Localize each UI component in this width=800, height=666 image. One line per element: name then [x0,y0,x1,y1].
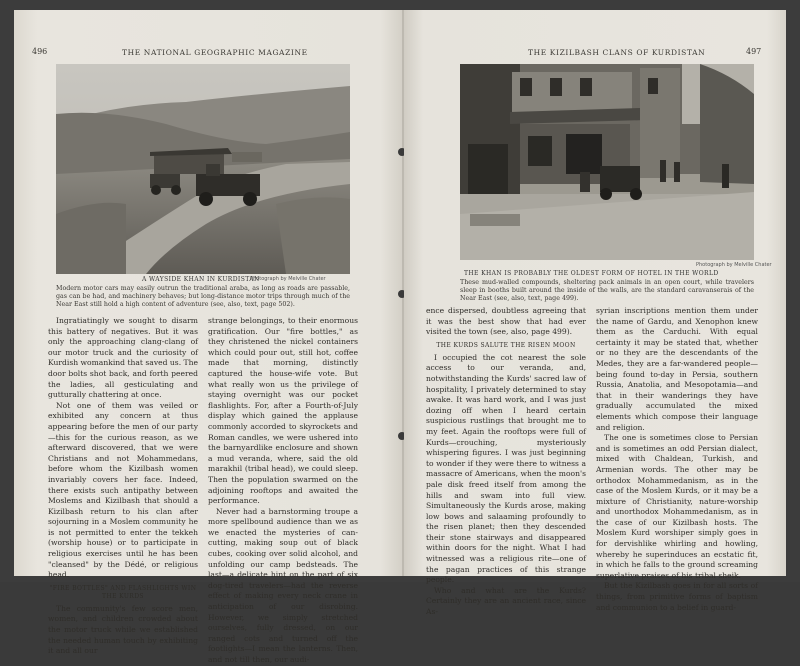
paragraph: The one is sometimes close to Persian and is sometimes an odd Persian dialect, mixed with Chaldean, Turkish, and Armenian words. The other may be orthodox Mohammedanism, as in the case of the Moslem Kurds, or it may be a mixture of Christianity, nature-worship and unorthodox Mohammedanism, as in the case of our Kizilbash hosts. The Moslem Kurd worshiper simply goes in for dervishlike whirling and howling, whereby he superinduces an ecstatic fit, in which he falls to the ground screaming superlative praises of his tribal sheik. [596,433,758,580]
section-heading: "FIRE BOTTLES" AND FLASHLIGHTS WIN THE KURDS [49,584,197,600]
paragraph: strange belongings, to their enormous gratification. Our "fire bottles," as they christened the nickel containers which could pour out, still hot, coffee made that morning, distinctly captured the house-wife vote. But what really won us the privilege of staying overnight was our pocket flashlights. For, after a Fourth-of-July display which gained the applause commonly accorded to skyrockets and Roman candles, we were ushered into the barnyardlike enclosure and shown a mud veranda, where, said the old marakhil (tribal head), we could sleep. Then the population swarmed on the adjoining rooftops and awaited the performance. [208,316,358,506]
right-page [404,10,786,617]
paragraph: I occupied the cot nearest the sole access to our veranda, and, notwithstanding the Kurds' sacred law of hospitality, I privately determined to stay awake. It was hard work, and I was just dozing off when I heard certain suspicious rustlings that brought me to my feet. Again the rooftops were full of Kurds—crouching, mysteriously whispering figures. I was just beginning to wonder if they were there to witness a massacre of Americans, when the moon's pale disk freed itself from among the hills and swam into full view. Simultaneously the Kurds arose, making low bows and salaaming profoundly to the risen planet; then they descended their stone stairways and disappeared within doors for the night. What I had witnessed was a religious rite—one of the pagan practices of this strange people. [426,352,586,585]
left-column-1 [48,316,198,656]
page-number-right: 497 [746,47,762,56]
wayside-khan-photo-image [56,64,350,274]
caption-title-right: THE KHAN IS PROBABLY THE OLDEST FORM OF HOTEL IN THE WORLD [464,270,719,277]
running-head-right: THE KIZILBASH CLANS OF KURDISTAN [528,48,706,57]
paragraph: Never had a barnstorming troupe a more spellbound audience than we as we enacted the mysteries of can-cutting, making soup out of black cubes, cooking over solid alcohol, and unfolding our camp bedsteads. The last—a delicate hint on the part of six dog-tired travelers—had the reverse effect of making every neck crane in anticipation of our disrobing. However, we simply stretched ourselves, fully dressed, on our ranged cots and turned off the footlights—I mean the lanterns. Then, and not till then, our audi- [208,506,358,664]
paragraph: But the Kizilbash goes in for all sorts of things, from primitive forms of baptism and communion to a belief in guard- [596,581,758,612]
paragraph: ence dispersed, doubtless agreeing that it was the best show that had ever visited the town (see, also, page 499). [426,306,586,337]
left-page [14,10,404,664]
photo-credit-right: Photograph by Melville Chater [696,262,772,268]
photo-wayside-khan [56,64,350,274]
running-head-left: THE NATIONAL GEOGRAPHIC MAGAZINE [122,48,308,57]
caption-title-left: A WAYSIDE KHAN IN KURDISTAN [142,276,260,283]
paragraph: syrian inscriptions mention them under the name of Gardu, and Xenophon knew them as the Carduchi. With equal certainty it may be stated that, whether or no they are the descendants of the Medes, they are a far-wandered people—being found to-day in Persia, southern Russia, Anatolia, and Mesopotamia—and that in their wanderings they have gradually accumulated the mixed elements which compose their language and religion. [596,306,758,432]
right-column-1 [426,306,586,617]
page-number-left: 496 [32,47,48,56]
left-column-2 [208,316,358,664]
khan-hotel-photo-image [460,64,754,260]
paragraph: Not one of them was veiled or exhibited any concern at thus appearing before the men of our party—this for the curious reason, as we afterward discovered, that we were Christians and not Mohammedans, before whom the Kizilbash women invariably covers her face. Indeed, there exists such antipathy between Moslems and Kizilbash that should a Kizilbash return to his clan after sojourning in a Moslem community he is not permitted to enter the tekkeh (worship house) or to participate in religious exercises until he has been "cleansed" by the Dédé, or religious head. [48,400,198,580]
paragraph: Who and what are the Kurds? Certainly they are an ancient race, since As- [426,585,586,617]
photo-khan-oldest-hotel [460,64,754,260]
section-heading: THE KURDS SALUTE THE RISEN MOON [436,341,576,349]
right-column-2 [596,306,758,612]
caption-body-left: Modern motor cars may easily outrun the traditional araba, as long as roads are passable, gas can be had, and machinery behaves; but long-distance motor trips through much of the Near East still hold a high content of adventure (see, also, text, page 502). [56,285,350,308]
caption-body-right: These mud-walled compounds, sheltering pack animals in an open court, while travelers sleep in booths built around the inside of the walls, are the standard caravanserais of the Near East (see, also, text, page 499). [460,279,754,302]
paragraph: Ingratiatingly we sought to disarm this battery of negatives. But it was only the approaching clang-clang of our motor truck and the curiosity of Kurdish womankind that saved us. The door bolts shot back, and forth peered the ladies, all gesticulating and gutturally chattering at once. [48,316,198,400]
photo-credit-left: Photograph by Melville Chater [250,276,326,282]
paragraph: The community's few score men, women, and children crowded about the motor truck while we established the needed human touch by exhibiting it and all our [48,603,198,656]
